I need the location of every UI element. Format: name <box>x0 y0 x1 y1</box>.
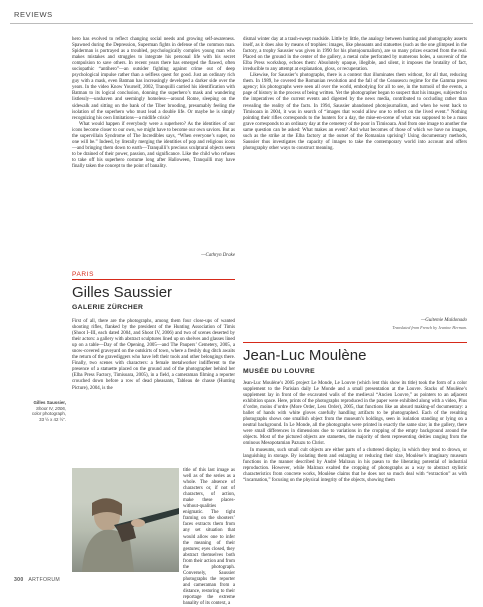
photograph-image <box>72 468 179 572</box>
paragraph: dismal winter day at a trash-swept roadside. Little by little, the analogy between hunting and photography asserts itself, as it does also by means of trophies: images, like pheasants and statuettes (such as the one glimpsed in the factory, a trophy Saussier was given in 1990 for his photojournalism), are so many prizes exacted from the real. Placed on the ground in the center of the gallery, a metal cube perforated by numerous holes, a souvenir of the Elba Press workshop, echoes them: Absolutely opaque, illegible, and silent, it imposes the brutality of fact, irreducible to any attempt at explanation, gloss, or recuperation. <box>243 37 467 73</box>
artist-name: Jean-Luc Moulène <box>243 347 367 364</box>
photo-caption <box>6 400 66 422</box>
paragraph: hero has evolved to reflect changing social needs and growing self-awareness. Spawned during the Depression, Superman fights in defense of the common man. Spiderman is portrayed as a troubled, psychologically complex young man who makes mistakes and struggles to integrate his personal life with his secret compulsion to save others. In recent years there has emerged the flawed, often sociopathic “antihero”—an outsider fighting against crime out of deep psychological impulse rather than a selfless quest for good. Just an ordinary rich guy with a mask, even Batman has increasingly developed a darker side over the years. In the video Know Yourself, 2002, Tranquilli carried his identification with Batman to its logical conclusion, donning the superhero’s mask and wandering listlessly—unshaven and seemingly homeless—around Rome, sleeping on the sidewalk and sitting on the bank of the Tiber brooding, presumably feeling the isolation of the superhero who must lead a double life. Or maybe he is simply recognizing his own limitations—a midlife crisis? <box>72 37 235 121</box>
publication-name: ARTFORUM <box>28 577 61 583</box>
caption-work: Shoot IV, 2006, <box>36 405 66 411</box>
left-top-column <box>72 37 235 170</box>
signature: —Cathryn Drake <box>201 253 235 258</box>
paragraph: In museums, such small cult objects are either parts of a cluttered display, in which they tend to drown, or languishing in storage. By isolating them and enlarging or reducing their size, Moulène’s imaginary museum functions in the manner described by André Malraux in his paean to the liberating potential of industrial reproduction. However, while Malraux exalted the cropping of photographs as a way to abstract stylistic characteristics from concrete works, Moulène claims that he does not so much deal with “extraction” as with “incarnation,” focusing on the physical integrity of the objects, showing them <box>243 447 467 483</box>
section-label: REVIEWS <box>14 10 53 19</box>
gallery-name: MUSÉE DU LOUVRE <box>243 368 316 375</box>
gallery-name: GALERIE ZÜRCHER <box>72 304 144 311</box>
paragraph: Jean-Luc Moulène’s 2005 project Le Monde, Le Louvre (which lent this show its title) took the form of a color supplement to the Parisian daily Le Monde and a small presentation at the Louvre. Stacks of Moulène’s supplement lay in front of the excavated walls of the medieval “Ancien Louvre,” as pointers to an adjacent exhibition space. Here, prints of the photographs reproduced in the paper were exhibited along with a video, Plus d’ordre, moins d’ordre (More Order, Less Order), 2005, that functions like an absurd making-of documentary: a ballet of hands with white gloves carefully handling artifacts to be photographed. Each of the resulting photographs shows one smallish object from the museum’s holdings, seen in isolation standing or lying on a neutral background. In Le Monde, all the photographs were printed in exactly the same size; in the gallery, there were small differences in dimensions due to variations in the cropping of the empty background around the objects. Most of the pictured objects are statuettes, the majority of them representing deities ranging from the ominous Mesopotamian Pazuzu to Christ. <box>243 381 467 447</box>
paragraph: Likewise, for Saussier’s photographs, there is a context that illuminates them without, for all that, reducing them. In 1989, he covered the Romanian revolution and the fall of the Ceausescu regime for the Gamma press agency; his photographs were seen all over the world, embodying for all to see, in the turmoil of the events, a page of history in the process of being written. Yet the photographer began to suspect that his images, subjected to the imperatives of the current events and digested by the news media, contributed to occluding rather than revealing the reality of the facts. In 1994, Saussier abandoned photojournalism, and when he went back to Timisoara in 2004, it was in search of “images that would allow one to reflect on the lived event.” Nothing pointing their rifles corresponds to the hunters for a day, the mise-en-scene of what was supposed to be a mass grave corresponds to an ordinary day at the cemetery of the poor in Timisoara. And from one image to another the same question can be asked: What makes an event? And what becomes of those of which we have no images, such as the strike at the Elba factory at the outset of the Romanian uprising? Using documentary methods, Saussier thus investigates the capacity of images to take the contemporary world into account and offers photography other ways to construct meaning. <box>243 73 467 151</box>
paragraph: title of this last image as well as of the series as a whole. The absence of characters or, if not of characters, of action, make these places-without-qualities enigmatic. The tight framing on the shooters’ faces extracts them from any set situation that would allow one to infer the meaning of their gestures; eyes closed, they abstract themselves both from their action and from the photograph. Conversely, Saussier photographs the reporter and cameraman from a distance, restoring to their reportage the extreme banality of its context, a <box>183 468 235 607</box>
translation-credit: Translated from French by Jeanine Herman. <box>392 325 467 330</box>
moulene-column <box>243 381 467 484</box>
section-rule <box>243 342 467 343</box>
caption-dimensions: 33 ½ x 42 ½”. <box>39 416 66 422</box>
saussier-intro <box>72 319 235 392</box>
city-label: PARIS <box>72 271 95 278</box>
caption-medium: color photograph, <box>31 411 66 416</box>
paragraph: What would happen if everybody were a superhero? As the identities of our icons become closer to our own, we might have to become our own saviors. But as the supervillain Syndrome of The Incredibles says, “When everyone’s super, no one will be.” Indeed, by literally merging the identities of pop and religious icons—and bringing them down to earth—Tranquilli’s precious sculptural objects seem to be drained of their power, passion, and significance. Like the child who refuses to take off his superhero costume long after Halloween, Tranquilli may have finally taken the concept to the point of banality. <box>72 121 235 169</box>
shoot-iv-photograph <box>72 468 179 572</box>
signature: —Guitemie Maldonado <box>420 318 467 323</box>
page-number: 300 <box>14 577 24 583</box>
section-rule <box>72 279 235 280</box>
page-footer <box>14 577 60 583</box>
caption-artist: Gilles Saussier, <box>33 400 66 405</box>
right-top-column <box>243 37 467 152</box>
artist-name: Gilles Saussier <box>72 284 173 301</box>
saussier-wrap-text <box>183 468 235 607</box>
paragraph: First of all, there are the photographs, among them four close-ups of wanted shooting rifles, flanked by the president of the Hunting Association of Timis (Shoot I–III, each dated 2004, and Shoot IV, 2006) and two of scenes deserted by their actors: a gallery with abstract sculptures lined up on shelves and glasses lined up on a table—Day of the Opening, 2005—and The Paupers’ Cemetery, 2005, a snow-covered graveyard on the outskirts of town, where a freshly dug ditch awaits the return of the gravediggers who have left their tools and other belongings there. Finally, two scenes with characters: a female metalworker indifferent to the presence of a statuette placed on the ground and of the photographer behind her (Elba Press Factory, Timisoara, 2005), in a field, a cameraman filming a reporter crouched down before a row of dead pheasants, Tableau de chasse (Hunting Picture), 2004, is the <box>72 319 235 391</box>
header-rule <box>10 23 473 24</box>
